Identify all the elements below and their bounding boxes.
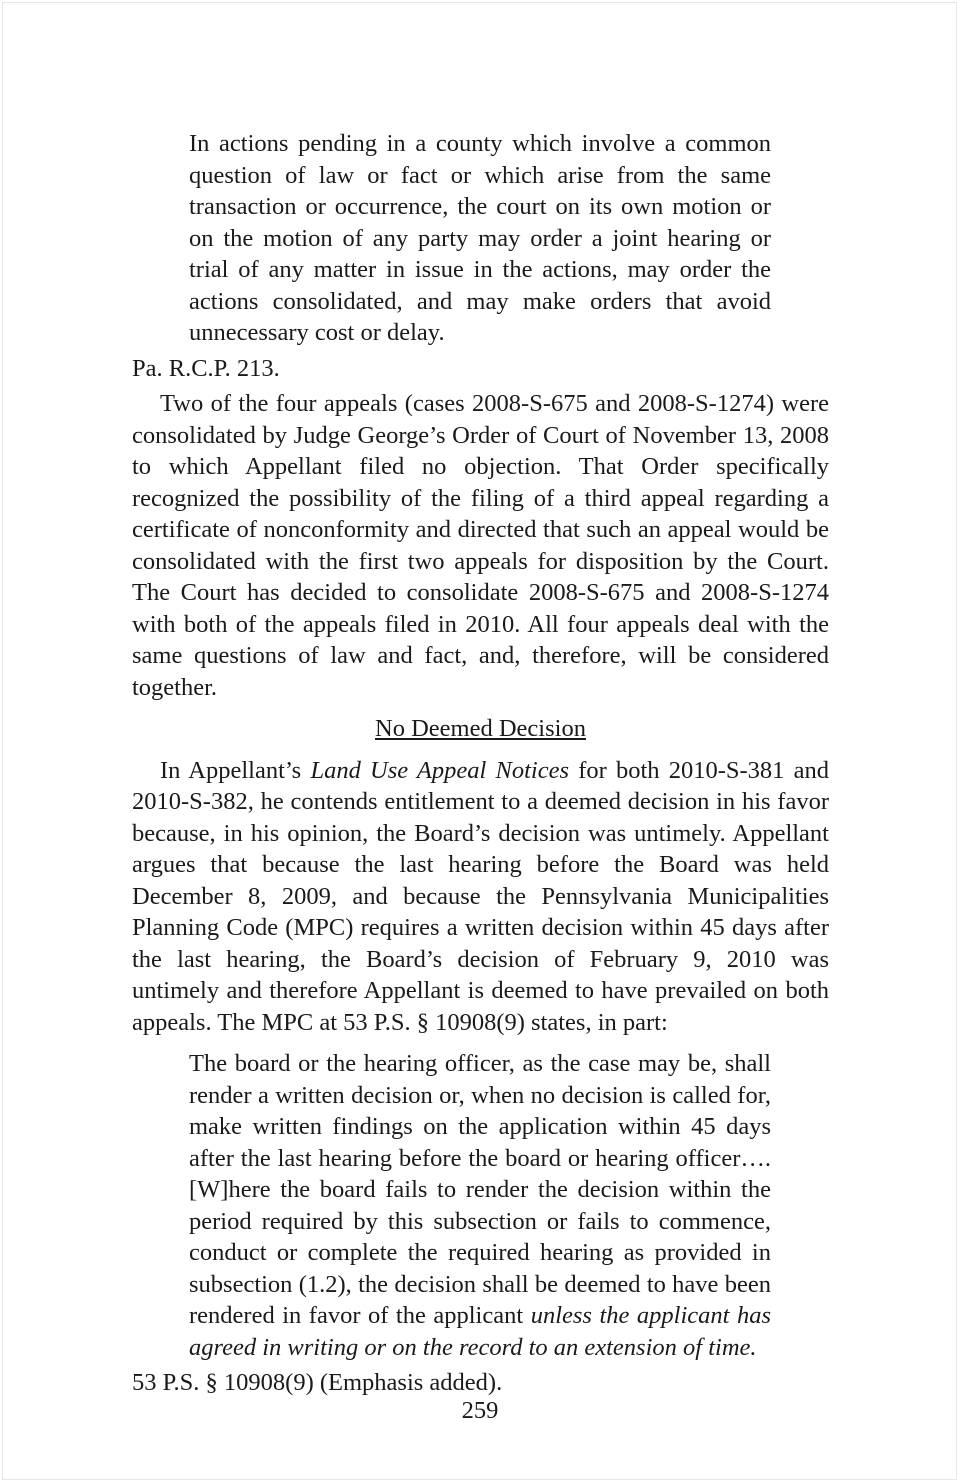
citation-mpc: 53 P.S. § 10908(9) (Emphasis added). (132, 1369, 503, 1396)
block-quote-mpc (189, 1048, 771, 1363)
citation-rule-213: Pa. R.C.P. 213. (132, 354, 280, 382)
document-body (132, 128, 829, 1399)
block-quote-mpc-emphasis: unless the applicant has agreed in writing or on the record to an extension of time. (189, 1302, 772, 1361)
paragraph-deemed-decision-start: In Appellant’s (160, 756, 311, 784)
paragraph-deemed-decision-rest: for both 2010-S-381 and 2010-S-382, he contends entitlement to a deemed decision in his favor because, in his opinion, the Board’s decision was untimely. Appellant argues that because the last hearing before the Board was held December 8, 2009, and because the Pennsylvania Municipalities Planning Code (MPC) requires a written decision within 45 days after the last hearing, the Board’s decision of February 9, 2010 was untimely and therefore Appellant is deemed to have prevailed on both appeals. The MPC at 53 P.S. § 10908(9) states, in part: (132, 756, 830, 1036)
paragraph-consolidation: Two of the four appeals (cases 2008-S-675 and 2008-S-1274) were consolidated by Judge George’s Order of Court of November 13, 2008 to which Appellant filed no objection. That Order specifically recognized the possibility of the filing of a third appeal regarding a certificate of nonconformity and directed that such an appeal would be consolidated with the first two appeals for disposition by the Court. The Court has decided to consolidate 2008-S-675 and 2008-S-1274 with both of the appeals filed in 2010. All four appeals deal with the same questions of law and fact, and, therefore, will be considered together. (132, 390, 829, 701)
section-heading: No Deemed Decision (375, 715, 586, 742)
block-quote-mpc-text: The board or the hearing officer, as the case may be, shall render a written decision or, when no decision is called for, make written findings on the application within 45 days after the last hearing before the board or hearing officer…. [W]here the board fails to render the decision within the period required by this subsection or fails to commence, conduct or complete the required hearing as provided in subsection (1.2), the decision shall be deemed to have been rendered in favor of the applicant (189, 1050, 771, 1329)
block-quote-rule-213: In actions pending in a county which involve a common question of law or fact or which arise from the same transaction or occurrence, the court on its own motion or on the motion of any party may order a joint hearing or trial of any matter in issue in the actions, may order the actions consolidated, and may make orders that avoid unnecessary cost or delay. (189, 130, 771, 346)
paragraph-deemed-decision-italic: Land Use Appeal Notices (310, 756, 569, 784)
paragraph-deemed-decision (132, 755, 829, 1039)
page-number: 259 (461, 1397, 499, 1424)
